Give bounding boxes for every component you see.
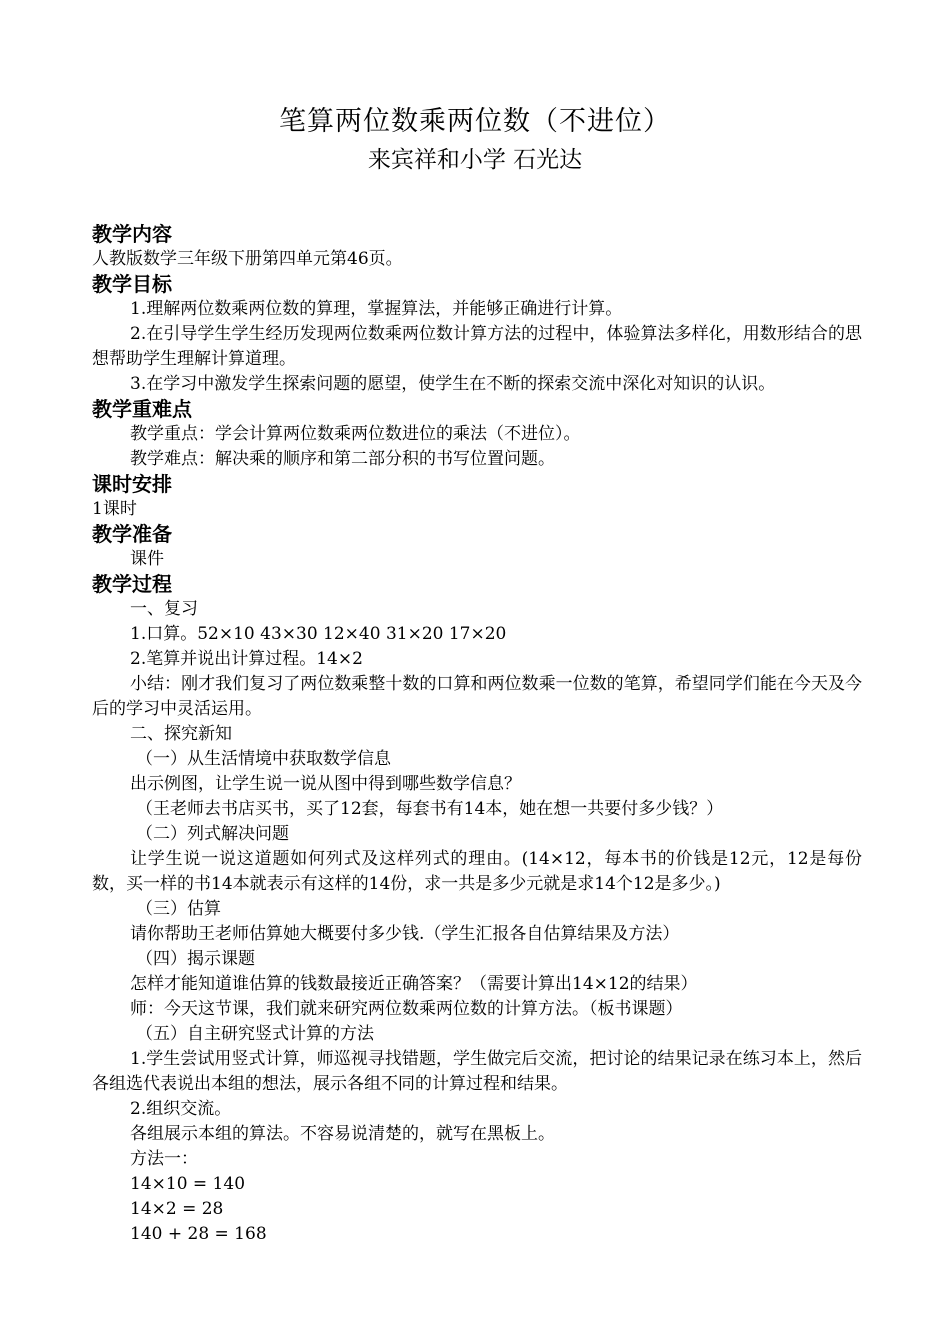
section-heading-process: 教学过程 [92, 572, 172, 596]
paragraph: （王老师去书店买书，买了12套，每套书有14本，她在想一共要付多少钱？） [136, 799, 724, 819]
paragraph: 教学重点：学会计算两位数乘两位数进位的乘法（不进位）。 [130, 424, 581, 444]
paragraph: 1.理解两位数乘两位数的算理，掌握算法，并能够正确进行计算。 [130, 299, 623, 319]
paragraph: 二、探究新知 [130, 724, 232, 744]
paragraph: 2.在引导学生学生经历发现两位数乘两位数计算方法的过程中，体验算法多样化，用数形结合的思想帮助学生理解计算道理。 [92, 324, 862, 369]
section-heading-goals: 教学目标 [92, 272, 172, 296]
paragraph: 小结：刚才我们复习了两位数乘整十数的口算和两位数乘一位数的笔算，希望同学们能在今天及今后的学习中灵活运用。 [92, 674, 862, 719]
author-line: 来宾祥和小学 石光达 [367, 147, 583, 173]
paragraph: （三）估算 [136, 899, 221, 919]
paragraph: 方法一： [130, 1149, 198, 1169]
paragraph: 人教版数学三年级下册第四单元第46页。 [92, 249, 403, 269]
paragraph: 各组展示本组的算法。不容易说清楚的，就写在黑板上。 [130, 1124, 555, 1144]
paragraph: （一）从生活情境中获取数学信息 [136, 749, 391, 769]
equation-line: 140 + 28 = 168 [130, 1224, 267, 1244]
paragraph: 出示例图，让学生说一说从图中得到哪些数学信息？ [130, 774, 521, 794]
paragraph: 师：今天这节课，我们就来研究两位数乘两位数的计算方法。（板书课题） [130, 999, 683, 1019]
document-body [92, 222, 862, 1247]
paragraph: 2.笔算并说出计算过程。14×2 [130, 649, 363, 669]
equation-line: 14×10 = 140 [130, 1174, 246, 1194]
section-heading-prep: 教学准备 [92, 522, 172, 546]
paragraph: 让学生说一说这道题如何列式及这样列式的理由。(14×12，每本书的价钱是12元，12是每份数，买一样的书14本就表示有这样的14份，求一共是多少元就是求14个12是多少。) [92, 849, 862, 894]
paragraph: （四）揭示课题 [136, 949, 255, 969]
section-heading-content: 教学内容 [92, 222, 172, 246]
section-heading-schedule: 课时安排 [92, 472, 172, 496]
paragraph: 课件 [130, 549, 164, 569]
paragraph: 1.口算。52×10 43×30 12×40 31×20 17×20 [130, 624, 507, 644]
paragraph: 请你帮助王老师估算她大概要付多少钱.（学生汇报各自估算结果及方法） [130, 924, 680, 944]
section-heading-keypoints: 教学重难点 [92, 397, 192, 421]
paragraph: （二）列式解决问题 [136, 824, 289, 844]
paragraph: 怎样才能知道谁估算的钱数最接近正确答案？（需要计算出14×12的结果） [130, 974, 698, 994]
paragraph: 1课时 [92, 499, 137, 519]
equation-line: 14×2 = 28 [130, 1199, 224, 1219]
paragraph: 3.在学习中激发学生探索问题的愿望，使学生在不断的探索交流中深化对知识的认识。 [130, 374, 776, 394]
page-title: 笔算两位数乘两位数（不进位） [279, 106, 671, 137]
paragraph: 1.学生尝试用竖式计算，师巡视寻找错题，学生做完后交流，把讨论的结果记录在练习本上，然后各组选代表说出本组的想法，展示各组不同的计算过程和结果。 [92, 1049, 862, 1094]
paragraph: （五）自主研究竖式计算的方法 [136, 1024, 374, 1044]
paragraph: 教学难点：解决乘的顺序和第二部分积的书写位置问题。 [130, 449, 555, 469]
paragraph: 一、复习 [130, 599, 198, 619]
paragraph: 2.组织交流。 [130, 1099, 232, 1119]
